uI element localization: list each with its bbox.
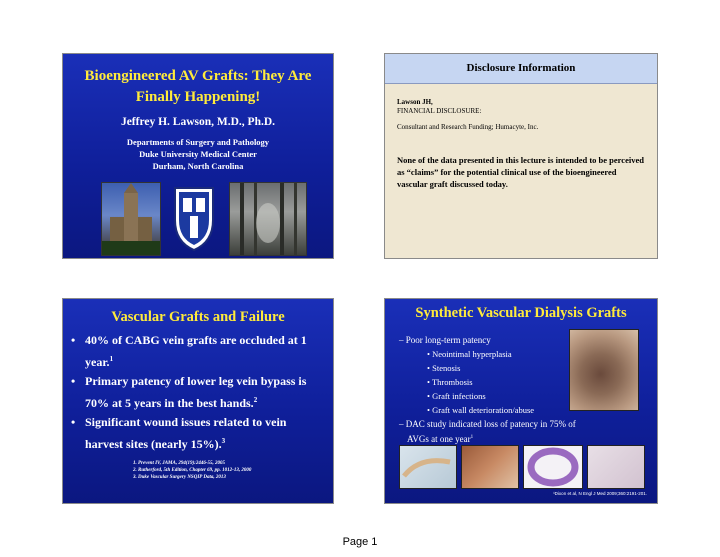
- bullet-item: • 40% of CABG vein grafts are occluded at 1 year.$^1$: [85, 331, 325, 372]
- list-item: – DAC study indicated loss of patency in 75% of: [399, 419, 576, 429]
- bullet-item: • Primary patency of lower leg vein bypass is 70% at 5 years in the best hands.$^2$: [85, 372, 325, 413]
- histology-detail-photo: [587, 445, 645, 489]
- disclosure-header: Disclosure Information: [385, 54, 657, 84]
- bullet-list: [71, 331, 325, 454]
- arm-graft-photo: [569, 329, 639, 411]
- slide-disclosure: [384, 53, 658, 259]
- financial-disclosure-label: FINANCIAL DISCLOSURE:: [397, 107, 482, 115]
- graft-surgery-photo: [399, 445, 457, 489]
- forest-photo: [229, 182, 307, 256]
- department-info: Departments of Surgery and Pathology Duke University Medical Center Durham, North Carolina: [126, 137, 270, 171]
- disclosure-name: Lawson JH,: [397, 98, 433, 106]
- slide-heading: Vascular Grafts and Failure: [111, 309, 285, 325]
- slide-title-heading: Bioengineered AV Grafts: They Are Finally Happening!: [84, 68, 312, 105]
- chapel-photo: [101, 182, 161, 256]
- histology-cross-section-photo: [523, 445, 583, 489]
- references: 1. Prevent IV, JAMA, 294(19):2446-55, 2005 2. Rutherford, 5th Edition, Chapter 69, pp. 1012-13, 2000 3. Duke Vascular Surgery NSQIP Data, 2013: [133, 461, 252, 480]
- sub-item: • Graft wall deterioration/abuse: [427, 405, 535, 415]
- list-item-continued: AVGs at one year$^1$: [407, 434, 474, 444]
- list-item: – Poor long-term patency: [399, 335, 491, 345]
- citation: ¹Dixon et al, N Engl J Med 2009;360:2191-201.: [553, 491, 647, 496]
- author-name: Jeffrey H. Lawson, M.D., Ph.D.: [120, 116, 276, 128]
- slide-dialysis-grafts: [384, 298, 658, 504]
- page-number: Page 1: [342, 536, 378, 548]
- sub-item: • Neointimal hyperplasia: [427, 349, 512, 359]
- university-crest-logo: [171, 182, 217, 254]
- slide-heading: Synthetic Vascular Dialysis Grafts: [415, 305, 627, 321]
- sub-item: • Stenosis: [427, 363, 461, 373]
- sub-item: • Thrombosis: [427, 377, 473, 387]
- disclaimer-note: None of the data presented in this lecture is intended to be perceived as “claims” for the potential clinical use of the bioengineered vascular graft discussed today.: [397, 155, 644, 189]
- bullet-item: • Significant wound issues related to vein harvest sites (nearly 15%).$^3$: [85, 413, 325, 454]
- sub-item: • Graft infections: [427, 391, 486, 401]
- slide-vascular-grafts: [62, 298, 334, 504]
- slide-title: [62, 53, 334, 259]
- graft-explant-photo: [461, 445, 519, 489]
- consultant-funding-text: Consultant and Research Funding; Humacyte, Inc.: [397, 123, 539, 131]
